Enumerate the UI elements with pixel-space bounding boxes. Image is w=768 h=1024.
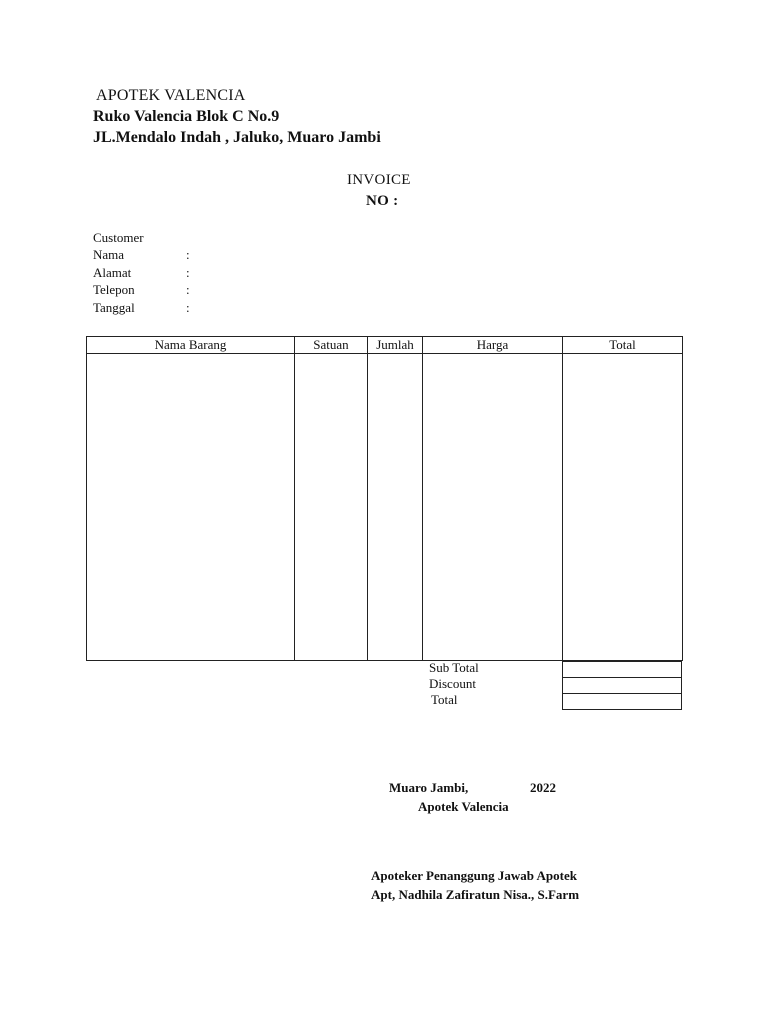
store-name: APOTEK VALENCIA xyxy=(96,87,246,104)
subtotal-value-cell xyxy=(563,662,682,678)
column-header-harga: Harga xyxy=(423,337,563,354)
cell-harga xyxy=(423,354,563,661)
signature-place: Muaro Jambi, xyxy=(389,780,469,795)
total-value-cell xyxy=(563,694,682,710)
discount-label: Discount xyxy=(429,676,476,691)
column-header-nama-barang: Nama Barang xyxy=(87,337,295,354)
total-label: Total xyxy=(431,692,458,707)
items-table-body-row xyxy=(87,354,683,661)
customer-field-label: Alamat xyxy=(93,265,132,280)
cell-nama-barang xyxy=(87,354,295,661)
column-header-satuan: Satuan xyxy=(295,337,368,354)
column-header-total: Total xyxy=(563,337,683,354)
customer-field-separator: : xyxy=(186,265,190,280)
customer-section-label: Customer xyxy=(93,230,144,245)
signature-role: Apoteker Penanggung Jawab Apotek xyxy=(371,868,577,883)
store-address-line1: Ruko Valencia Blok C No.9 xyxy=(93,108,280,125)
customer-field-label: Tanggal xyxy=(93,300,135,315)
cell-total xyxy=(563,354,683,661)
customer-field-separator: : xyxy=(186,300,190,315)
summary-values-table xyxy=(562,661,682,710)
items-table xyxy=(86,336,683,661)
cell-jumlah xyxy=(368,354,423,661)
invoice-number-label: NO : xyxy=(366,193,399,209)
customer-field-label: Telepon xyxy=(93,282,135,297)
signature-company: Apotek Valencia xyxy=(418,799,509,814)
signature-name: Apt, Nadhila Zafiratun Nisa., S.Farm xyxy=(371,887,580,902)
invoice-title: INVOICE xyxy=(347,172,411,188)
customer-field-separator: : xyxy=(186,282,190,297)
cell-satuan xyxy=(295,354,368,661)
column-header-jumlah: Jumlah xyxy=(368,337,423,354)
items-table-header-row xyxy=(87,337,683,354)
customer-field-label: Nama xyxy=(93,247,125,262)
subtotal-label: Sub Total xyxy=(429,660,479,675)
signature-year: 2022 xyxy=(530,780,556,795)
store-address-line2: JL.Mendalo Indah , Jaluko, Muaro Jambi xyxy=(93,129,381,146)
customer-field-separator: : xyxy=(186,247,190,262)
discount-value-cell xyxy=(563,678,682,694)
